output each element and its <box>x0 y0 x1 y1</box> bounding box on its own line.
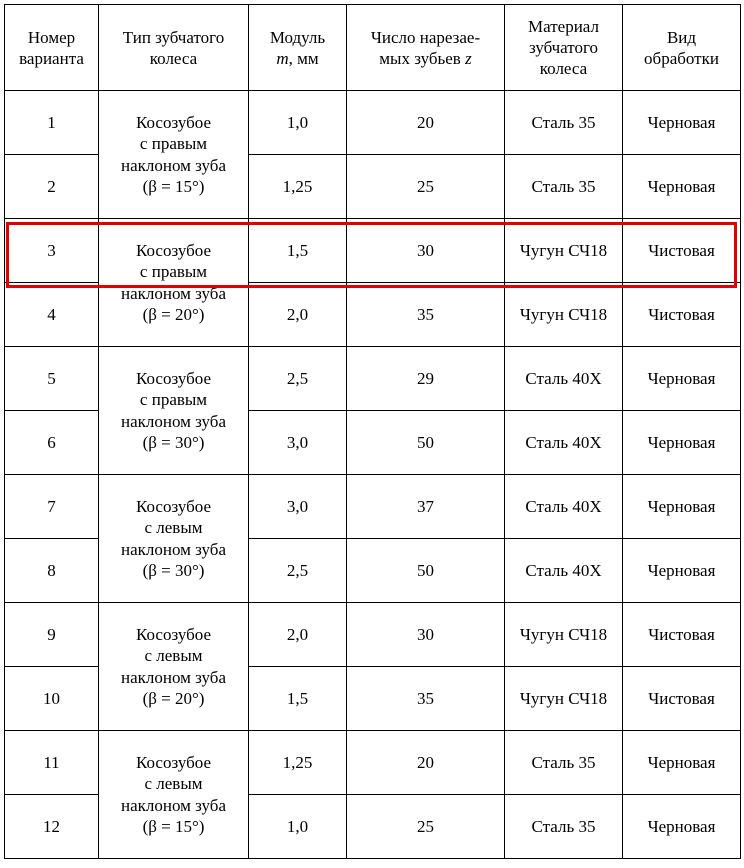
module-cell: 2,5 <box>249 347 347 411</box>
gear-type-line: наклоном зуба <box>121 795 226 815</box>
material-cell: Чугун СЧ18 <box>505 219 623 283</box>
processing-cell: Черновая <box>623 411 741 475</box>
gear-type-line: Косозубое <box>136 368 211 388</box>
variant-cell: 12 <box>5 795 99 859</box>
gear-type-cell <box>99 91 249 219</box>
gear-type-line: с левым <box>144 646 203 665</box>
gear-type-line: с правым <box>139 262 208 281</box>
gear-type-cell <box>99 219 249 347</box>
gear-type-line: (β = 15°) <box>142 817 205 836</box>
gear-type-cell <box>99 475 249 603</box>
processing-cell: Черновая <box>623 475 741 539</box>
material-cell: Сталь 35 <box>505 731 623 795</box>
processing-cell: Черновая <box>623 155 741 219</box>
table-header-row <box>5 5 741 91</box>
material-cell: Чугун СЧ18 <box>505 603 623 667</box>
gear-type-line: (β = 20°) <box>142 305 205 324</box>
gear-type-line: Косозубое <box>136 112 211 132</box>
gear-type-line: (β = 15°) <box>142 177 205 196</box>
processing-cell: Чистовая <box>623 603 741 667</box>
processing-cell: Черновая <box>623 731 741 795</box>
table-row <box>5 347 741 411</box>
processing-cell: Черновая <box>623 795 741 859</box>
material-cell: Сталь 40Х <box>505 539 623 603</box>
header-module: Модуль m, мм <box>249 5 347 91</box>
material-cell: Сталь 40Х <box>505 347 623 411</box>
processing-cell: Черновая <box>623 91 741 155</box>
gear-type-line: наклоном зуба <box>121 411 226 431</box>
gear-type-line: наклоном зуба <box>121 283 226 303</box>
gear-type-line: наклоном зуба <box>121 539 226 559</box>
gear-type-line: Косозубое <box>136 752 211 772</box>
variant-cell: 11 <box>5 731 99 795</box>
variant-cell: 4 <box>5 283 99 347</box>
variant-cell: 6 <box>5 411 99 475</box>
module-cell: 1,5 <box>249 667 347 731</box>
module-cell: 1,0 <box>249 91 347 155</box>
gear-type-cell <box>99 347 249 475</box>
material-cell: Чугун СЧ18 <box>505 283 623 347</box>
teeth-cell: 35 <box>347 667 505 731</box>
module-cell: 1,25 <box>249 731 347 795</box>
gear-type-line: наклоном зуба <box>121 667 226 687</box>
teeth-cell: 20 <box>347 91 505 155</box>
teeth-cell: 30 <box>347 603 505 667</box>
table-row <box>5 475 741 539</box>
table-body <box>5 91 741 859</box>
gear-type-line: (β = 30°) <box>142 561 205 580</box>
variant-cell: 8 <box>5 539 99 603</box>
variant-cell: 7 <box>5 475 99 539</box>
table-row <box>5 731 741 795</box>
variant-cell: 3 <box>5 219 99 283</box>
gear-type-cell <box>99 731 249 859</box>
teeth-cell: 37 <box>347 475 505 539</box>
gear-type-line: с левым <box>144 774 203 793</box>
processing-cell: Чистовая <box>623 219 741 283</box>
gear-type-line: (β = 30°) <box>142 433 205 452</box>
material-cell: Сталь 35 <box>505 795 623 859</box>
teeth-cell: 20 <box>347 731 505 795</box>
processing-cell: Черновая <box>623 347 741 411</box>
material-cell: Сталь 35 <box>505 155 623 219</box>
variant-cell: 10 <box>5 667 99 731</box>
gear-type-line: Косозубое <box>136 624 211 644</box>
module-cell: 2,0 <box>249 603 347 667</box>
gear-type-line: с правым <box>139 390 208 409</box>
teeth-cell: 29 <box>347 347 505 411</box>
header-gear-type: Тип зубчатого колеса <box>99 5 249 91</box>
material-cell: Чугун СЧ18 <box>505 667 623 731</box>
variant-cell: 5 <box>5 347 99 411</box>
header-variant: Номер варианта <box>5 5 99 91</box>
gear-type-line: Косозубое <box>136 240 211 260</box>
material-cell: Сталь 35 <box>505 91 623 155</box>
header-processing: Вид обработки <box>623 5 741 91</box>
teeth-cell: 50 <box>347 539 505 603</box>
table-row <box>5 219 741 283</box>
material-cell: Сталь 40Х <box>505 475 623 539</box>
module-cell: 1,0 <box>249 795 347 859</box>
module-cell: 1,5 <box>249 219 347 283</box>
module-cell: 3,0 <box>249 411 347 475</box>
module-cell: 2,0 <box>249 283 347 347</box>
gear-type-line: Косозубое <box>136 496 211 516</box>
header-material: Материал зубчатого колеса <box>505 5 623 91</box>
gear-variants-table <box>4 4 741 859</box>
material-cell: Сталь 40Х <box>505 411 623 475</box>
module-cell: 3,0 <box>249 475 347 539</box>
gear-type-line: с левым <box>144 518 203 537</box>
table-row <box>5 603 741 667</box>
variant-cell: 1 <box>5 91 99 155</box>
teeth-cell: 35 <box>347 283 505 347</box>
gear-type-line: наклоном зуба <box>121 155 226 175</box>
teeth-cell: 50 <box>347 411 505 475</box>
processing-cell: Черновая <box>623 539 741 603</box>
teeth-cell: 25 <box>347 795 505 859</box>
module-cell: 1,25 <box>249 155 347 219</box>
variant-cell: 2 <box>5 155 99 219</box>
table-row <box>5 91 741 155</box>
gear-type-cell <box>99 603 249 731</box>
processing-cell: Чистовая <box>623 667 741 731</box>
variant-cell: 9 <box>5 603 99 667</box>
teeth-cell: 30 <box>347 219 505 283</box>
gear-type-line: с правым <box>139 134 208 153</box>
header-teeth: Число нарезае- мых зубьев z <box>347 5 505 91</box>
gear-type-line: (β = 20°) <box>142 689 205 708</box>
teeth-cell: 25 <box>347 155 505 219</box>
module-cell: 2,5 <box>249 539 347 603</box>
processing-cell: Чистовая <box>623 283 741 347</box>
